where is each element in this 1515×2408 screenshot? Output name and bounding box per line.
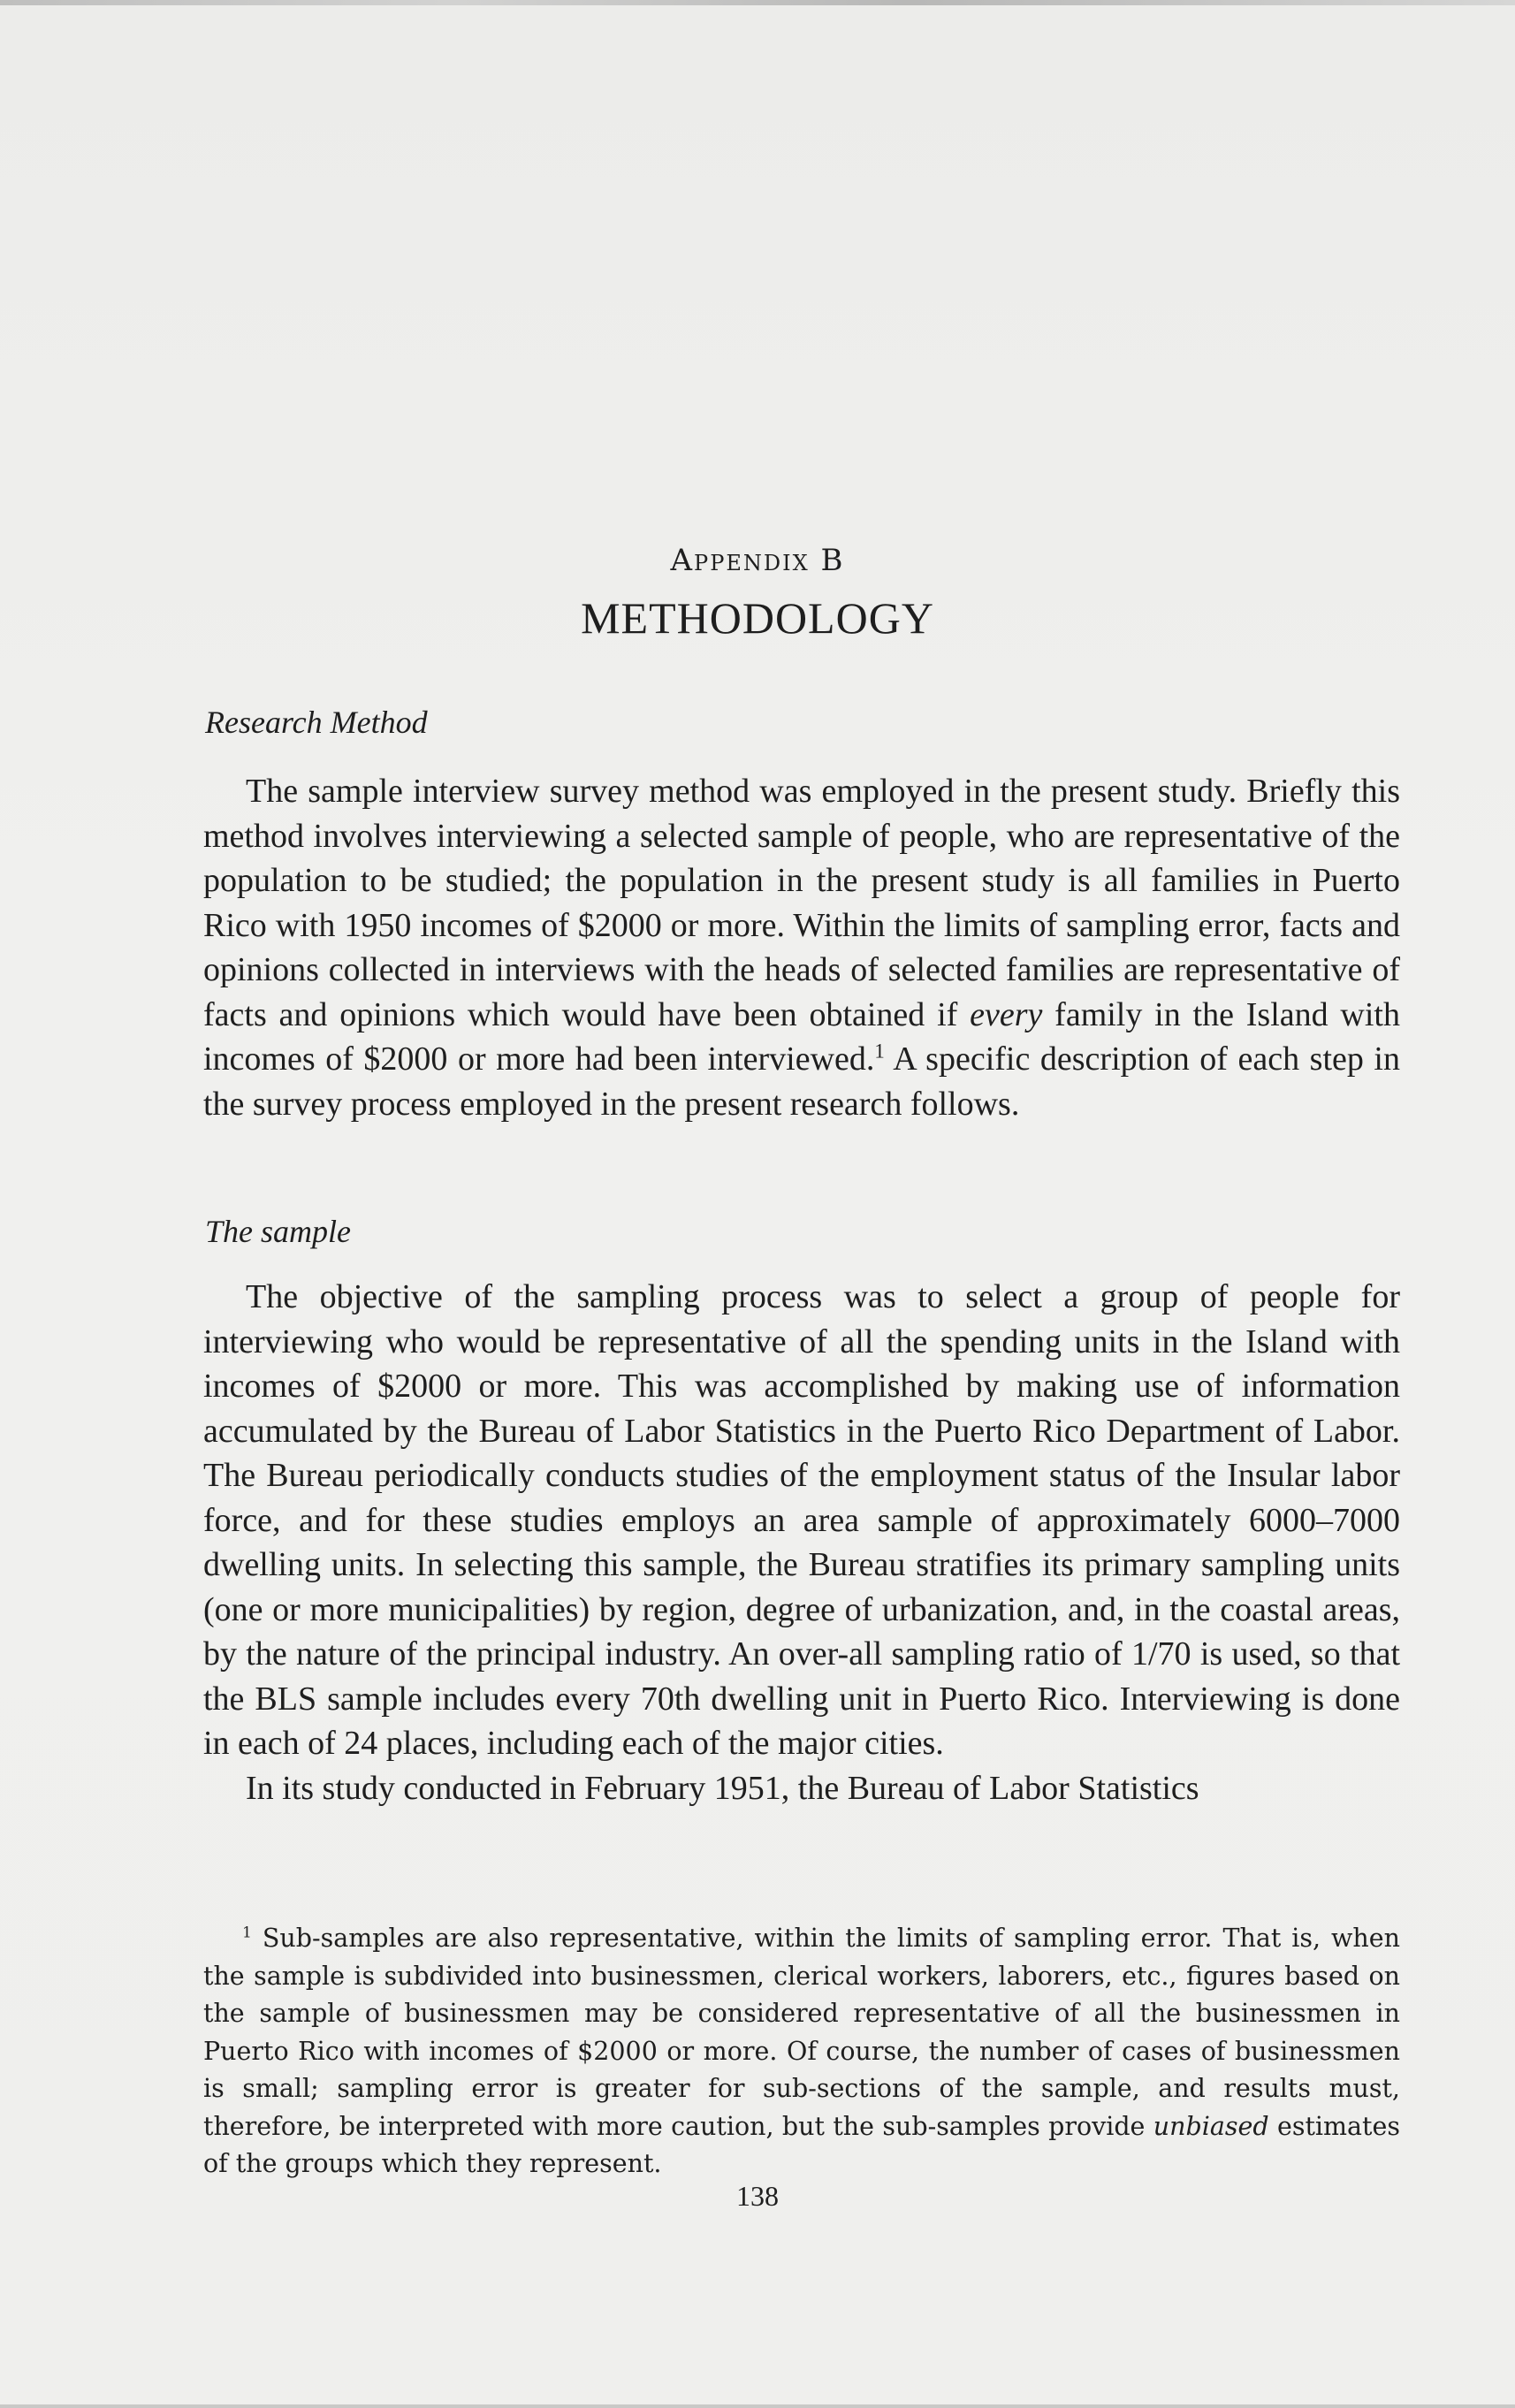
scan-top-edge [0, 0, 1515, 5]
research-method-body [203, 769, 1400, 1126]
paragraph-text: family in the Island with incomes of $2000 or more had been interviewed. [203, 995, 1400, 1078]
the-sample-body [203, 1275, 1400, 1810]
footnote [203, 1920, 1400, 2183]
paragraph-text: A specific description of each step in the survey process employed in the present research follows. [203, 1040, 1400, 1123]
footnote-text: Sub-samples are also representative, within the limits of sampling error. That is, when the sample is subdivided into businessmen, clerical workers, laborers, etc., figures based on the sample of businessmen may be considered representative of all the businessmen in Puerto Rico with incomes of $2000 or more. Of course, the number of cases of businessmen is small; sampling error is greater for sub-sections of the sample, and results must, therefore, be interpreted with more caution, but the sub-samples provide [203, 1924, 1400, 2141]
paragraph: In its study conducted in February 1951, the Bureau of Labor Statistics [246, 1769, 1199, 1807]
emphasized-text: every [970, 995, 1043, 1033]
page-title: METHODOLOGY [581, 593, 934, 643]
footnote-reference[interactable]: 1 [874, 1040, 885, 1063]
paragraph: The objective of the sampling process was to select a group of people for interviewing who would be representative of all the spending units in the Island with incomes of $2000 or more. This was accomplished by making use of information accumulated by the Bureau of Labor Statistics in the Puerto Rico Department of Labor. The Bureau periodically conducts studies of the employment status of the Insular labor force, and for these studies employs an area sample of approximately 6000–7000 dwelling units. In selecting this sample, the Bureau stratifies its primary sampling units (one or more municipalities) by region, degree of urbanization, and, in the coastal areas, by the nature of the principal industry. An over-all sampling ratio of 1/70 is used, so that the BLS sample includes every 70th dwelling unit in Puerto Rico. Interviewing is done in each of 24 places, including each of the major cities. [203, 1278, 1400, 1762]
appendix-label: Appendix B [670, 543, 845, 578]
paragraph [203, 769, 1400, 1126]
scan-bottom-edge [0, 2404, 1515, 2408]
emphasized-text: unbiased [1153, 2111, 1269, 2141]
footnote-marker: 1 [242, 1924, 252, 1942]
section-heading-research-method: Research Method [205, 705, 428, 740]
paragraph-text: The sample interview survey method was employed in the present study. Briefly this method involves interviewing a selected sample of people, who are representative of the population to be studied; the population in the present study is all families in Puerto Rico with 1950 incomes of $2000 or more. Within the limits of sampling error, facts and opinions collected in interviews with the heads of selected families are representative of facts and opinions which would have been obtained if [203, 773, 1400, 1033]
footnote-text: estimates of the groups which they represent. [203, 2111, 1400, 2178]
section-heading-the-sample: The sample [205, 1214, 351, 1249]
page-number: 138 [736, 2180, 779, 2212]
